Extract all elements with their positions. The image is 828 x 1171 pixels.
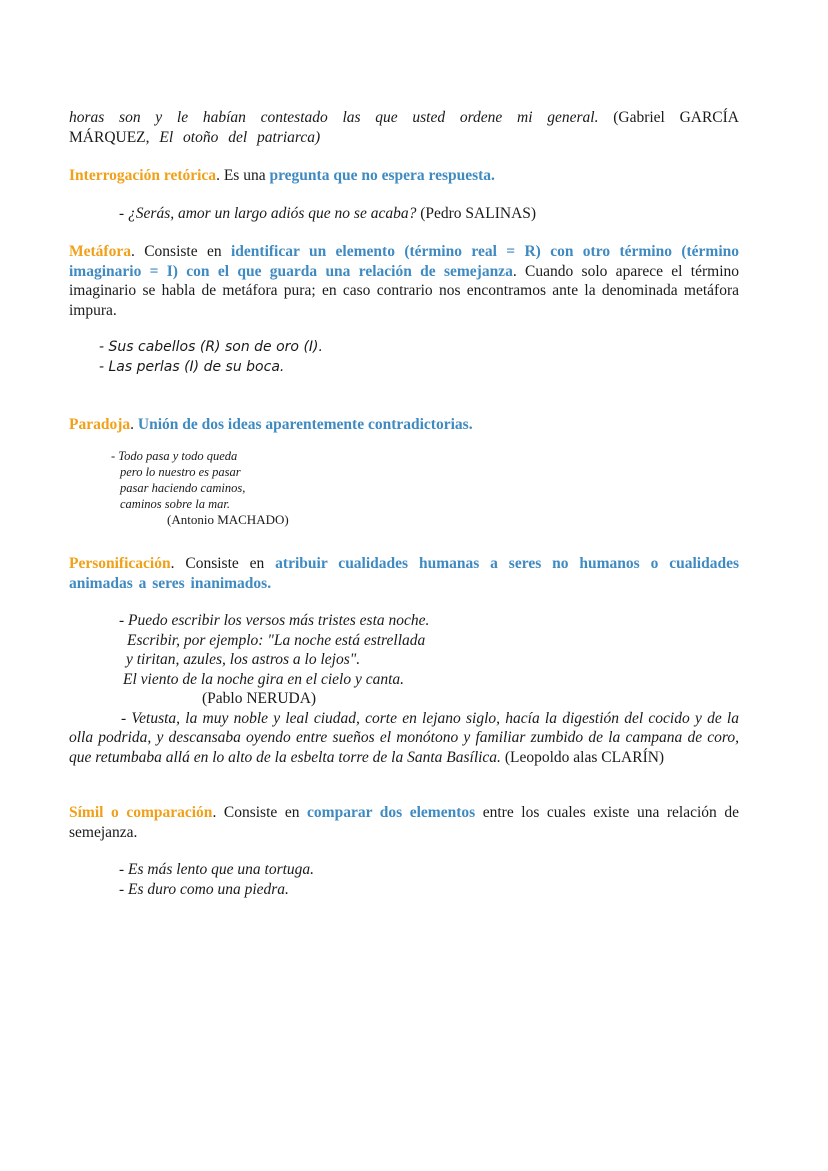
poem-line: - Puedo escribir los versos más tristes esta noche.	[119, 612, 430, 629]
paradoja-poem	[69, 448, 739, 528]
poem-line: - Todo pasa y todo queda	[111, 448, 238, 463]
personificacion-heading: Personificación. Consiste en atribuir cualidades humanas a seres no humanos o cualidades animadas a seres inanimados.	[69, 555, 739, 592]
poem-line: y tiritan, azules, los astros a lo lejos".	[126, 651, 361, 668]
section-metafora	[69, 242, 739, 377]
paradoja-author: (Antonio MACHADO)	[167, 511, 289, 527]
simil-examples	[69, 860, 739, 899]
poem-line: El viento de la noche gira en el cielo y canta.	[123, 670, 405, 688]
metafora-example: - Sus cabellos (R) son de oro (I).	[99, 339, 323, 355]
simil-example: - Es más lento que una tortuga.	[119, 861, 315, 878]
metafora-example: - Las perlas (I) de su boca.	[99, 358, 285, 375]
neruda-author: (Pablo NERUDA)	[202, 690, 317, 707]
section-simil	[69, 803, 739, 899]
top-quote-text: horas son y le habían contestado las que usted ordene mi general. (Gabriel GARCÍA MÁRQUEZ, El otoño del patriarca)	[69, 109, 740, 146]
simil-text: Símil o comparación. Consiste en comparar dos elementos entre los cuales existe una relación de semejanza.	[69, 804, 739, 841]
section-interrogacion	[69, 166, 739, 223]
interrogacion-heading: Interrogación retórica. Es una pregunta que no espera respuesta.	[69, 167, 495, 184]
interrogacion-example: - ¿Serás, amor un largo adiós que no se acaba? (Pedro SALINAS)	[119, 204, 537, 222]
top-quote	[69, 108, 739, 147]
poem-line: pero lo nuestro es pasar	[120, 464, 241, 479]
poem-line: Escribir, por ejemplo: "La noche está estrellada	[127, 631, 426, 649]
section-personificacion	[69, 554, 739, 767]
poem-line: caminos sobre la mar.	[120, 496, 230, 511]
section-paradoja	[69, 415, 739, 528]
personificacion-poem	[69, 611, 739, 709]
personificacion-prose: - Vetusta, la muy noble y leal ciudad, corte en lejano siglo, hacía la digestión del cocido y de la olla podrida, y descansaba oyendo entre sueños el monótono y familiar zumbido de la campana de coro, que retumbaba allá en lo alto de la esbelta torre de la Santa Basílica. (Leopoldo alas CLARÍN)	[69, 709, 739, 766]
metafora-text: Metáfora. Consiste en identificar un elemento (término real = R) con otro término (término imaginario = I) con el que guarda una relación de semejanza. Cuando solo aparece el término imaginario se habla de metáfora pura; en caso contrario nos encontramos ante la denominada metáfora impura.	[69, 243, 740, 319]
paradoja-heading: Paradoja. Unión de dos ideas aparentemente contradictorias.	[69, 416, 473, 433]
poem-line: pasar haciendo caminos,	[120, 480, 246, 495]
metafora-examples	[69, 338, 739, 377]
simil-example: - Es duro como una piedra.	[119, 880, 289, 898]
